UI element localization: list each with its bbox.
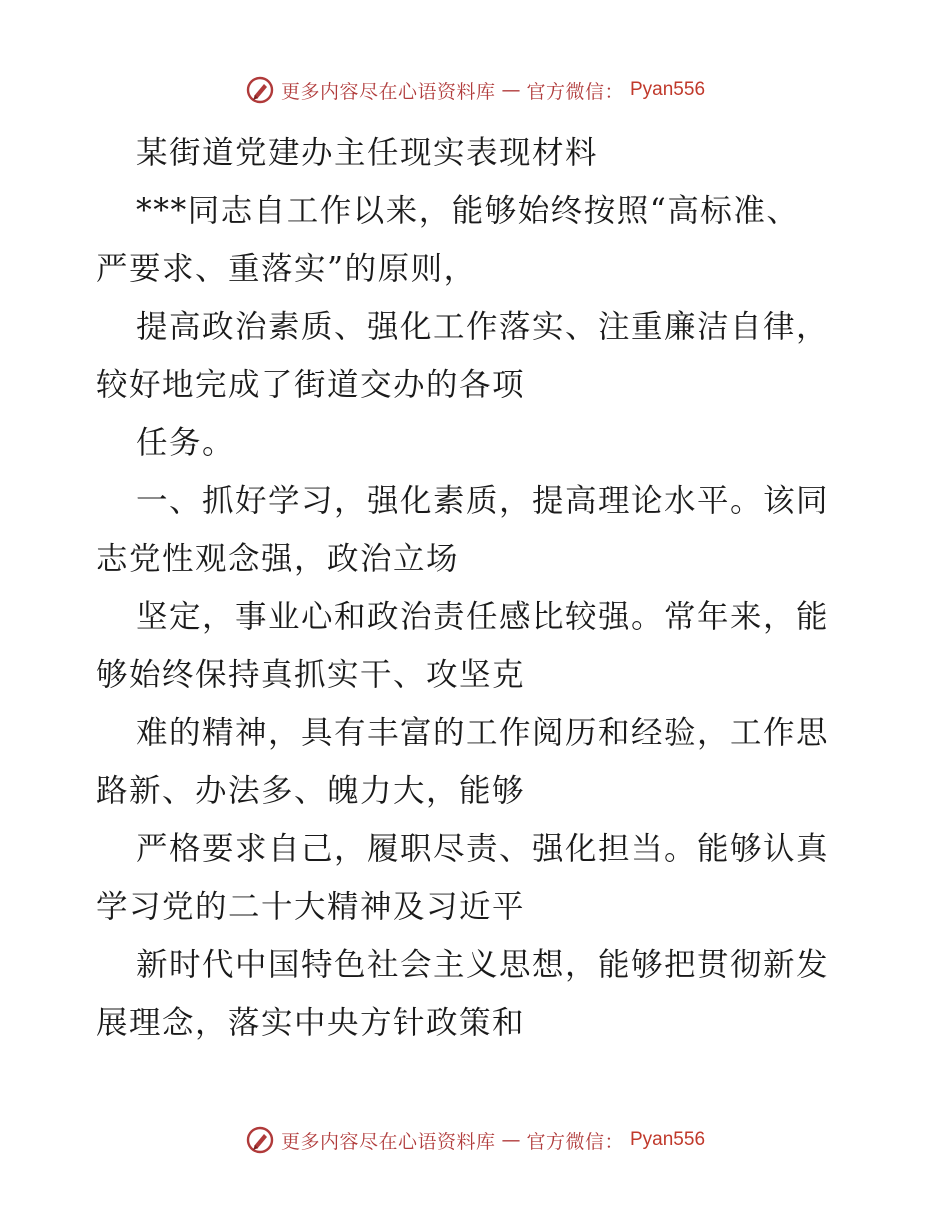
document-line: 较好地完成了街道交办的各项 [96,367,526,403]
watermark-text: 更多内容尽在心语资料库 [280,80,496,103]
document-line: 路新、办法多、魄力大，能够 [96,773,526,809]
ink-pen-logo-icon [245,1125,275,1155]
document-line: 严要求、重落实”的原则， [96,251,477,287]
document-line: 任务。 [136,425,236,461]
watermark-separator: — [501,79,521,101]
watermark-official: 官方微信： [526,80,624,103]
document-line: 严格要求自己，履职尽责、强化担当。能够认真 [136,831,830,867]
ink-pen-logo-icon [245,75,275,105]
document-line: ***同志自工作以来，能够始终按照“高标准、 [136,193,800,229]
document-line: 难的精神，具有丰富的工作阅历和经验，工作思 [136,715,830,751]
watermark-footer [0,1122,950,1158]
watermark-handle: Pyan556 [630,1129,706,1150]
document-line: 志党性观念强，政治立场 [96,541,460,577]
document-line: 新时代中国特色社会主义思想，能够把贯彻新发 [136,947,830,983]
document-body [96,124,856,1052]
watermark-handle: Pyan556 [630,79,706,100]
watermark-official: 官方微信： [526,1130,624,1153]
watermark-header [0,72,950,108]
document-line: 一、抓好学习，强化素质，提高理论水平。该同 [136,483,830,519]
document-line: 坚定，事业心和政治责任感比较强。常年来，能 [136,599,830,635]
document-title: 某街道党建办主任现实表现材料 [136,135,599,171]
document-line: 够始终保持真抓实干、攻坚克 [96,657,526,693]
watermark-separator: — [501,1129,521,1151]
document-line: 提高政治素质、强化工作落实、注重廉洁自律， [136,309,830,345]
document-line: 展理念，落实中央方针政策和 [96,1005,526,1041]
document-line: 学习党的二十大精神及习近平 [96,889,526,925]
watermark-text: 更多内容尽在心语资料库 [280,1130,496,1153]
